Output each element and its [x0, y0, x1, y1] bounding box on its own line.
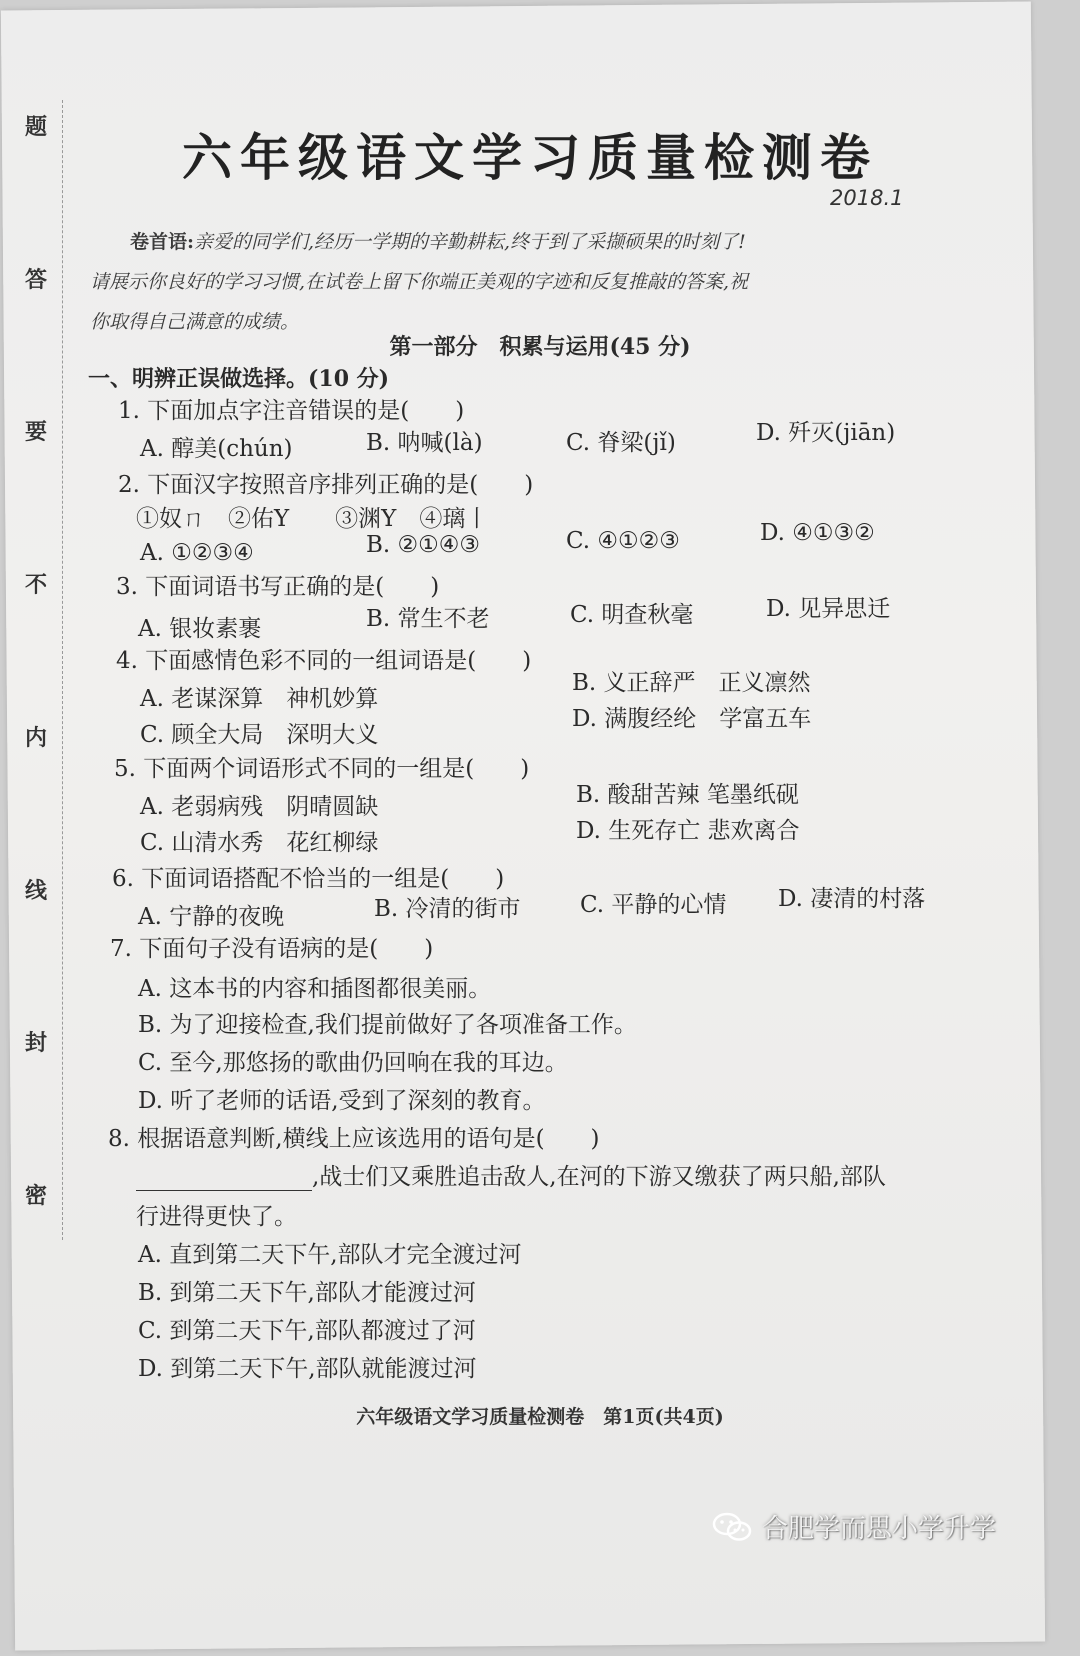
- option: C. 到第二天下午,部队都渡过了河: [138, 1318, 476, 1344]
- question-stem: 3. 下面词语书写正确的是( ): [116, 574, 440, 600]
- question-stem: 1. 下面加点字注音错误的是( ): [118, 398, 465, 424]
- section-title: 一、明辨正误做选择。(10 分): [88, 366, 390, 392]
- question-text: ,战士们又乘胜追击敌人,在河的下游又缴获了两只船,部队: [136, 1158, 886, 1191]
- question-stem: 7. 下面句子没有语病的是( ): [110, 936, 434, 962]
- binding-char: 线: [24, 878, 47, 904]
- option: D. 生死存亡 悲欢离合: [576, 818, 800, 844]
- option: B. 冷清的街市: [374, 896, 521, 922]
- option: B. 到第二天下午,部队才能渡过河: [138, 1280, 476, 1306]
- option: C. 至今,那悠扬的歌曲仍回响在我的耳边。: [138, 1050, 568, 1076]
- foreword-label: 卷首语:: [130, 231, 195, 253]
- question-text: 行进得更快了。: [136, 1204, 297, 1230]
- binding-char: 密: [24, 1183, 47, 1209]
- answer-blank[interactable]: [136, 1166, 312, 1191]
- option: D. 到第二天下午,部队就能渡过河: [138, 1356, 477, 1382]
- option: A. 老谋深算 神机妙算: [140, 686, 379, 712]
- option: A. 这本书的内容和插图都很美丽。: [138, 976, 492, 1002]
- option: D. 听了老师的话语,受到了深刻的教育。: [138, 1088, 546, 1114]
- option: B. ②①④③: [366, 532, 481, 558]
- watermark-text: 合肥学而思小学升学: [762, 1514, 997, 1544]
- option: A. ①②③④: [140, 540, 254, 566]
- option: C. 明查秋毫: [570, 602, 694, 628]
- exam-title: 六年级语文学习质量检测卷: [182, 128, 878, 187]
- page-footer: 六年级语文学习质量检测卷 第1页(共4页): [356, 1406, 724, 1428]
- option: C. ④①②③: [566, 528, 680, 554]
- foreword-line: 你取得自己满意的成绩。: [90, 311, 300, 333]
- binding-char: 要: [24, 420, 47, 446]
- option: A. 宁静的夜晚: [138, 904, 285, 930]
- part-title: 第一部分 积累与运用(45 分): [389, 334, 691, 360]
- option: C. 脊梁(jǐ): [566, 430, 676, 456]
- question-stem: 4. 下面感情色彩不同的一组词语是( ): [116, 648, 532, 674]
- option: B. 酸甜苦辣 笔墨纸砚: [576, 782, 799, 808]
- option: D. 满腹经纶 学富五车: [572, 706, 812, 732]
- option: B. 呐喊(là): [366, 430, 483, 456]
- binding-char: 答: [24, 267, 47, 293]
- option: B. 为了迎接检查,我们提前做好了各项准备工作。: [138, 1012, 637, 1038]
- question-stem: 2. 下面汉字按照音序排列正确的是( ): [118, 472, 534, 498]
- question-stem: 6. 下面词语搭配不恰当的一组是( ): [112, 866, 505, 892]
- option: A. 银妆素裹: [138, 616, 262, 642]
- option: A. 老弱病残 阴晴圆缺: [140, 794, 379, 820]
- question-items: ①奴ㄇ ②佑Y ③渊Y ④璃丨: [136, 506, 489, 532]
- question-stem: 5. 下面两个词语形式不同的一组是( ): [114, 756, 530, 782]
- option: B. 义正辞严 正义凛然: [572, 670, 811, 696]
- option: A. 直到第二天下午,部队才完全渡过河: [138, 1242, 522, 1268]
- binding-char: 内: [24, 725, 47, 751]
- foreword-line: 卷首语:亲爱的同学们,经历一学期的辛勤耕耘,终于到了采撷硕果的时刻了!: [130, 231, 746, 253]
- binding-char: 封: [24, 1031, 47, 1057]
- foreword-line: 请展示你良好的学习习惯,在试卷上留下你端正美观的字迹和反复推敲的答案,祝: [90, 271, 749, 293]
- wechat-icon: [712, 1511, 752, 1543]
- option: B. 常生不老: [366, 606, 490, 632]
- option: D. 见异思迁: [766, 596, 891, 622]
- option: C. 山清水秀 花红柳绿: [140, 830, 379, 856]
- binding-char: 题: [24, 115, 47, 140]
- option: D. ④①③②: [760, 520, 875, 546]
- option: C. 顾全大局 深明大义: [140, 722, 379, 748]
- question-stem: 8. 根据语意判断,横线上应该选用的语句是( ): [108, 1126, 600, 1152]
- option: A. 醇美(chún): [140, 436, 293, 462]
- watermark: [712, 1508, 996, 1545]
- binding-char: 不: [24, 573, 47, 599]
- option: D. 凄清的村落: [778, 886, 926, 912]
- option: D. 歼灭(jiān): [756, 420, 896, 446]
- option: C. 平静的心情: [580, 892, 727, 918]
- exam-date: 2018.1: [830, 186, 904, 210]
